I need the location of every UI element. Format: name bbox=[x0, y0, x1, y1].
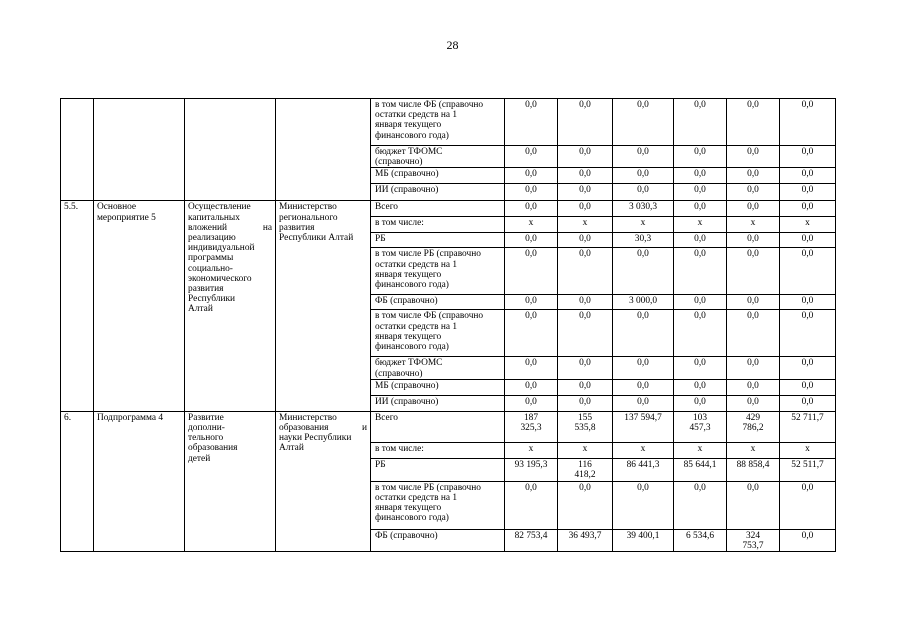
value-cell: 0,0 bbox=[780, 295, 836, 310]
page-number: 28 bbox=[446, 38, 459, 52]
value-cell: 0,0 bbox=[780, 310, 836, 357]
value-cell: 0,0 bbox=[558, 357, 613, 379]
cell-line: Министерство bbox=[279, 202, 337, 213]
cell-line: образования bbox=[188, 443, 238, 454]
value-cell: 0,0 bbox=[613, 184, 674, 201]
cell-line: финансового года) bbox=[375, 513, 449, 524]
funding-source bbox=[371, 184, 505, 201]
cell-line: Республики bbox=[188, 294, 236, 305]
value-cell: 30,3 bbox=[613, 233, 674, 248]
value-cell: 0,0 bbox=[558, 233, 613, 248]
value-cell: 0,0 bbox=[613, 357, 674, 379]
value-cell: 0,0 bbox=[780, 481, 836, 529]
cell-line: (справочно) bbox=[375, 368, 423, 379]
budget-table bbox=[60, 98, 836, 552]
cell-line: в том числе ФБ (справочно bbox=[375, 311, 484, 322]
value-cell: 0,0 bbox=[674, 481, 727, 529]
cell-line: Алтай bbox=[279, 443, 304, 454]
item-description bbox=[185, 99, 276, 201]
cell-line: (справочно) bbox=[375, 157, 423, 168]
value-cell: х bbox=[727, 217, 780, 233]
funding-source bbox=[371, 310, 505, 357]
value-cell: 0,0 bbox=[558, 395, 613, 411]
value-cell: 0,0 bbox=[727, 395, 780, 411]
value-cell: 0,0 bbox=[558, 168, 613, 184]
value-cell: 0,0 bbox=[780, 233, 836, 248]
value-cell: 429 786,2 bbox=[727, 411, 780, 442]
value-cell: х bbox=[558, 217, 613, 233]
value-cell: 0,0 bbox=[674, 248, 727, 295]
cell-line: тельного bbox=[188, 433, 224, 444]
funding-source bbox=[371, 529, 505, 551]
funding-source bbox=[371, 442, 505, 458]
cell-line: финансового года) bbox=[375, 280, 449, 291]
funding-source bbox=[371, 201, 505, 217]
value-cell: 0,0 bbox=[558, 379, 613, 395]
value-cell: 0,0 bbox=[558, 201, 613, 217]
cell-line: января текущего bbox=[375, 120, 442, 131]
value-cell: 0,0 bbox=[505, 201, 558, 217]
value-cell: 0,0 bbox=[558, 184, 613, 201]
item-executor bbox=[276, 99, 371, 201]
value-cell: х bbox=[613, 217, 674, 233]
cell-line: Республики Алтай bbox=[279, 233, 354, 244]
item-name: Основное мероприятие 5 bbox=[94, 201, 185, 411]
value-cell: 0,0 bbox=[780, 379, 836, 395]
value-cell: 137 594,7 bbox=[613, 411, 674, 442]
value-cell: 0,0 bbox=[505, 357, 558, 379]
cell-line: регионального bbox=[279, 212, 338, 223]
cell-line: января текущего bbox=[375, 269, 442, 280]
cell-line: Развитие bbox=[188, 412, 224, 423]
value-cell: 85 644,1 bbox=[674, 458, 727, 481]
cell-line: остатки средств на 1 bbox=[375, 259, 458, 270]
value-cell: 39 400,1 bbox=[613, 529, 674, 551]
funding-source bbox=[371, 411, 505, 442]
cell-line: ФБ (справочно) bbox=[375, 530, 438, 541]
value-cell: 0,0 bbox=[674, 184, 727, 201]
value-cell: 0,0 bbox=[613, 99, 674, 146]
cell-line: бюджет ТФОМС bbox=[375, 358, 443, 369]
cell-line: января текущего bbox=[375, 503, 442, 514]
value-cell: 0,0 bbox=[727, 481, 780, 529]
value-cell: 86 441,3 bbox=[613, 458, 674, 481]
value-cell: 0,0 bbox=[780, 395, 836, 411]
value-cell: 0,0 bbox=[505, 168, 558, 184]
value-cell: 82 753,4 bbox=[505, 529, 558, 551]
item-code: 6. bbox=[61, 411, 94, 551]
value-cell: 0,0 bbox=[674, 357, 727, 379]
value-cell: 0,0 bbox=[558, 248, 613, 295]
cell-line: детей bbox=[188, 453, 211, 464]
value-cell: 0,0 bbox=[505, 395, 558, 411]
cell-line: в том числе: bbox=[375, 443, 424, 454]
value-cell: 155 535,8 bbox=[558, 411, 613, 442]
funding-source bbox=[371, 248, 505, 295]
value-cell: 0,0 bbox=[613, 168, 674, 184]
table-row bbox=[61, 411, 836, 442]
cell-line: остатки средств на 1 bbox=[375, 321, 458, 332]
cell-line: остатки средств на 1 bbox=[375, 110, 458, 121]
value-cell: 0,0 bbox=[780, 184, 836, 201]
cell-line: реализацию bbox=[188, 233, 236, 244]
value-cell: 0,0 bbox=[613, 395, 674, 411]
value-cell: 0,0 bbox=[674, 295, 727, 310]
cell-line: бюджет ТФОМС bbox=[375, 147, 443, 157]
value-cell: 0,0 bbox=[505, 379, 558, 395]
funding-source bbox=[371, 233, 505, 248]
item-name bbox=[94, 99, 185, 201]
funding-source bbox=[371, 99, 505, 146]
cell-line: в том числе РБ (справочно bbox=[375, 249, 481, 260]
item-name: Подпрограмма 4 bbox=[94, 411, 185, 551]
value-cell: 0,0 bbox=[727, 248, 780, 295]
cell-line: РБ bbox=[375, 234, 386, 245]
value-cell: 0,0 bbox=[674, 168, 727, 184]
value-cell: х bbox=[727, 442, 780, 458]
value-cell: 0,0 bbox=[727, 357, 780, 379]
cell-line: МБ (справочно) bbox=[375, 380, 439, 391]
cell-line: ИИ (справочно) bbox=[375, 396, 439, 407]
item-description bbox=[185, 411, 276, 551]
cell-line: финансового года) bbox=[375, 130, 449, 141]
cell-line: социально- bbox=[188, 263, 233, 274]
cell-line: остатки средств на 1 bbox=[375, 493, 458, 504]
item-executor bbox=[276, 201, 371, 411]
value-cell: 103 457,3 bbox=[674, 411, 727, 442]
cell-line: дополни- bbox=[188, 423, 225, 434]
value-cell: 0,0 bbox=[674, 99, 727, 146]
value-cell: 0,0 bbox=[727, 295, 780, 310]
value-cell: 0,0 bbox=[727, 379, 780, 395]
value-cell: 0,0 bbox=[558, 481, 613, 529]
value-cell: 3 000,0 bbox=[613, 295, 674, 310]
value-cell: х bbox=[674, 442, 727, 458]
value-cell: 187 325,3 bbox=[505, 411, 558, 442]
value-cell: 0,0 bbox=[505, 481, 558, 529]
funding-source bbox=[371, 379, 505, 395]
funding-source bbox=[371, 217, 505, 233]
value-cell: 0,0 bbox=[505, 99, 558, 146]
funding-source bbox=[371, 146, 505, 168]
value-cell: 88 858,4 bbox=[727, 458, 780, 481]
funding-source bbox=[371, 395, 505, 411]
cell-line: Всего bbox=[375, 412, 398, 423]
cell-line: развития bbox=[279, 222, 315, 233]
funding-source bbox=[371, 168, 505, 184]
table-body bbox=[61, 99, 836, 552]
funding-source bbox=[371, 458, 505, 481]
funding-source bbox=[371, 357, 505, 379]
value-cell: 0,0 bbox=[674, 201, 727, 217]
value-cell: 0,0 bbox=[780, 201, 836, 217]
cell-line: науки Республики bbox=[279, 433, 352, 444]
value-cell: 0,0 bbox=[727, 146, 780, 168]
value-cell: 0,0 bbox=[613, 248, 674, 295]
value-cell: 0,0 bbox=[780, 529, 836, 551]
value-cell: 0,0 bbox=[674, 233, 727, 248]
value-cell: 0,0 bbox=[727, 168, 780, 184]
cell-line: Министерство bbox=[279, 412, 337, 423]
cell-line: Всего bbox=[375, 202, 398, 213]
value-cell: 0,0 bbox=[613, 146, 674, 168]
cell-line: РБ bbox=[375, 459, 386, 470]
value-cell: х bbox=[505, 217, 558, 233]
table-row bbox=[61, 99, 836, 146]
value-cell: 52 711,7 bbox=[780, 411, 836, 442]
cell-line: индивидуальной bbox=[188, 243, 255, 254]
value-cell: 0,0 bbox=[558, 295, 613, 310]
cell-line: Алтай bbox=[188, 304, 213, 315]
value-cell: 0,0 bbox=[674, 146, 727, 168]
value-cell: 0,0 bbox=[780, 248, 836, 295]
value-cell: 0,0 bbox=[505, 146, 558, 168]
value-cell: 0,0 bbox=[780, 168, 836, 184]
value-cell: 6 534,6 bbox=[674, 529, 727, 551]
value-cell: 0,0 bbox=[674, 310, 727, 357]
item-code: 5.5. bbox=[61, 201, 94, 411]
cell-line: ФБ (справочно) bbox=[375, 296, 438, 307]
cell-line: образования и bbox=[279, 423, 367, 434]
cell-line: программы bbox=[188, 253, 234, 264]
value-cell: 0,0 bbox=[558, 146, 613, 168]
cell-line: МБ (справочно) bbox=[375, 169, 439, 180]
value-cell: 0,0 bbox=[505, 233, 558, 248]
value-cell: 0,0 bbox=[727, 184, 780, 201]
value-cell: 0,0 bbox=[780, 357, 836, 379]
value-cell: 36 493,7 bbox=[558, 529, 613, 551]
item-code bbox=[61, 99, 94, 201]
value-cell: 0,0 bbox=[558, 310, 613, 357]
value-cell: 116 418,2 bbox=[558, 458, 613, 481]
cell-line: экономического bbox=[188, 273, 252, 284]
item-description bbox=[185, 201, 276, 411]
cell-line: развития bbox=[188, 284, 224, 295]
item-executor bbox=[276, 411, 371, 551]
value-cell: 0,0 bbox=[674, 379, 727, 395]
value-cell: 0,0 bbox=[780, 146, 836, 168]
cell-line: финансового года) bbox=[375, 342, 449, 353]
value-cell: х bbox=[505, 442, 558, 458]
cell-line: в том числе ФБ (справочно bbox=[375, 100, 484, 110]
value-cell: 0,0 bbox=[613, 481, 674, 529]
cell-line: капитальных bbox=[188, 212, 240, 223]
cell-line: ИИ (справочно) bbox=[375, 185, 439, 196]
value-cell: 52 511,7 bbox=[780, 458, 836, 481]
value-cell: 0,0 bbox=[727, 310, 780, 357]
value-cell: 0,0 bbox=[780, 99, 836, 146]
value-cell: 0,0 bbox=[727, 233, 780, 248]
value-cell: 0,0 bbox=[727, 201, 780, 217]
value-cell: х bbox=[613, 442, 674, 458]
cell-line: в том числе: bbox=[375, 218, 424, 229]
value-cell: х bbox=[780, 442, 836, 458]
cell-line: Осуществление bbox=[188, 202, 251, 213]
cell-line: в том числе РБ (справочно bbox=[375, 482, 481, 493]
value-cell: 0,0 bbox=[505, 184, 558, 201]
value-cell: х bbox=[558, 442, 613, 458]
cell-line: вложений на bbox=[188, 222, 272, 233]
value-cell: х bbox=[674, 217, 727, 233]
value-cell: 0,0 bbox=[613, 379, 674, 395]
value-cell: х bbox=[780, 217, 836, 233]
funding-source bbox=[371, 295, 505, 310]
value-cell: 0,0 bbox=[558, 99, 613, 146]
value-cell: 93 195,3 bbox=[505, 458, 558, 481]
funding-source bbox=[371, 481, 505, 529]
value-cell: 0,0 bbox=[727, 99, 780, 146]
cell-line: января текущего bbox=[375, 331, 442, 342]
value-cell: 0,0 bbox=[613, 310, 674, 357]
table-row bbox=[61, 201, 836, 217]
value-cell: 3 030,3 bbox=[613, 201, 674, 217]
value-cell: 0,0 bbox=[505, 248, 558, 295]
value-cell: 0,0 bbox=[505, 295, 558, 310]
value-cell: 0,0 bbox=[674, 395, 727, 411]
value-cell: 324 753,7 bbox=[727, 529, 780, 551]
value-cell: 0,0 bbox=[505, 310, 558, 357]
